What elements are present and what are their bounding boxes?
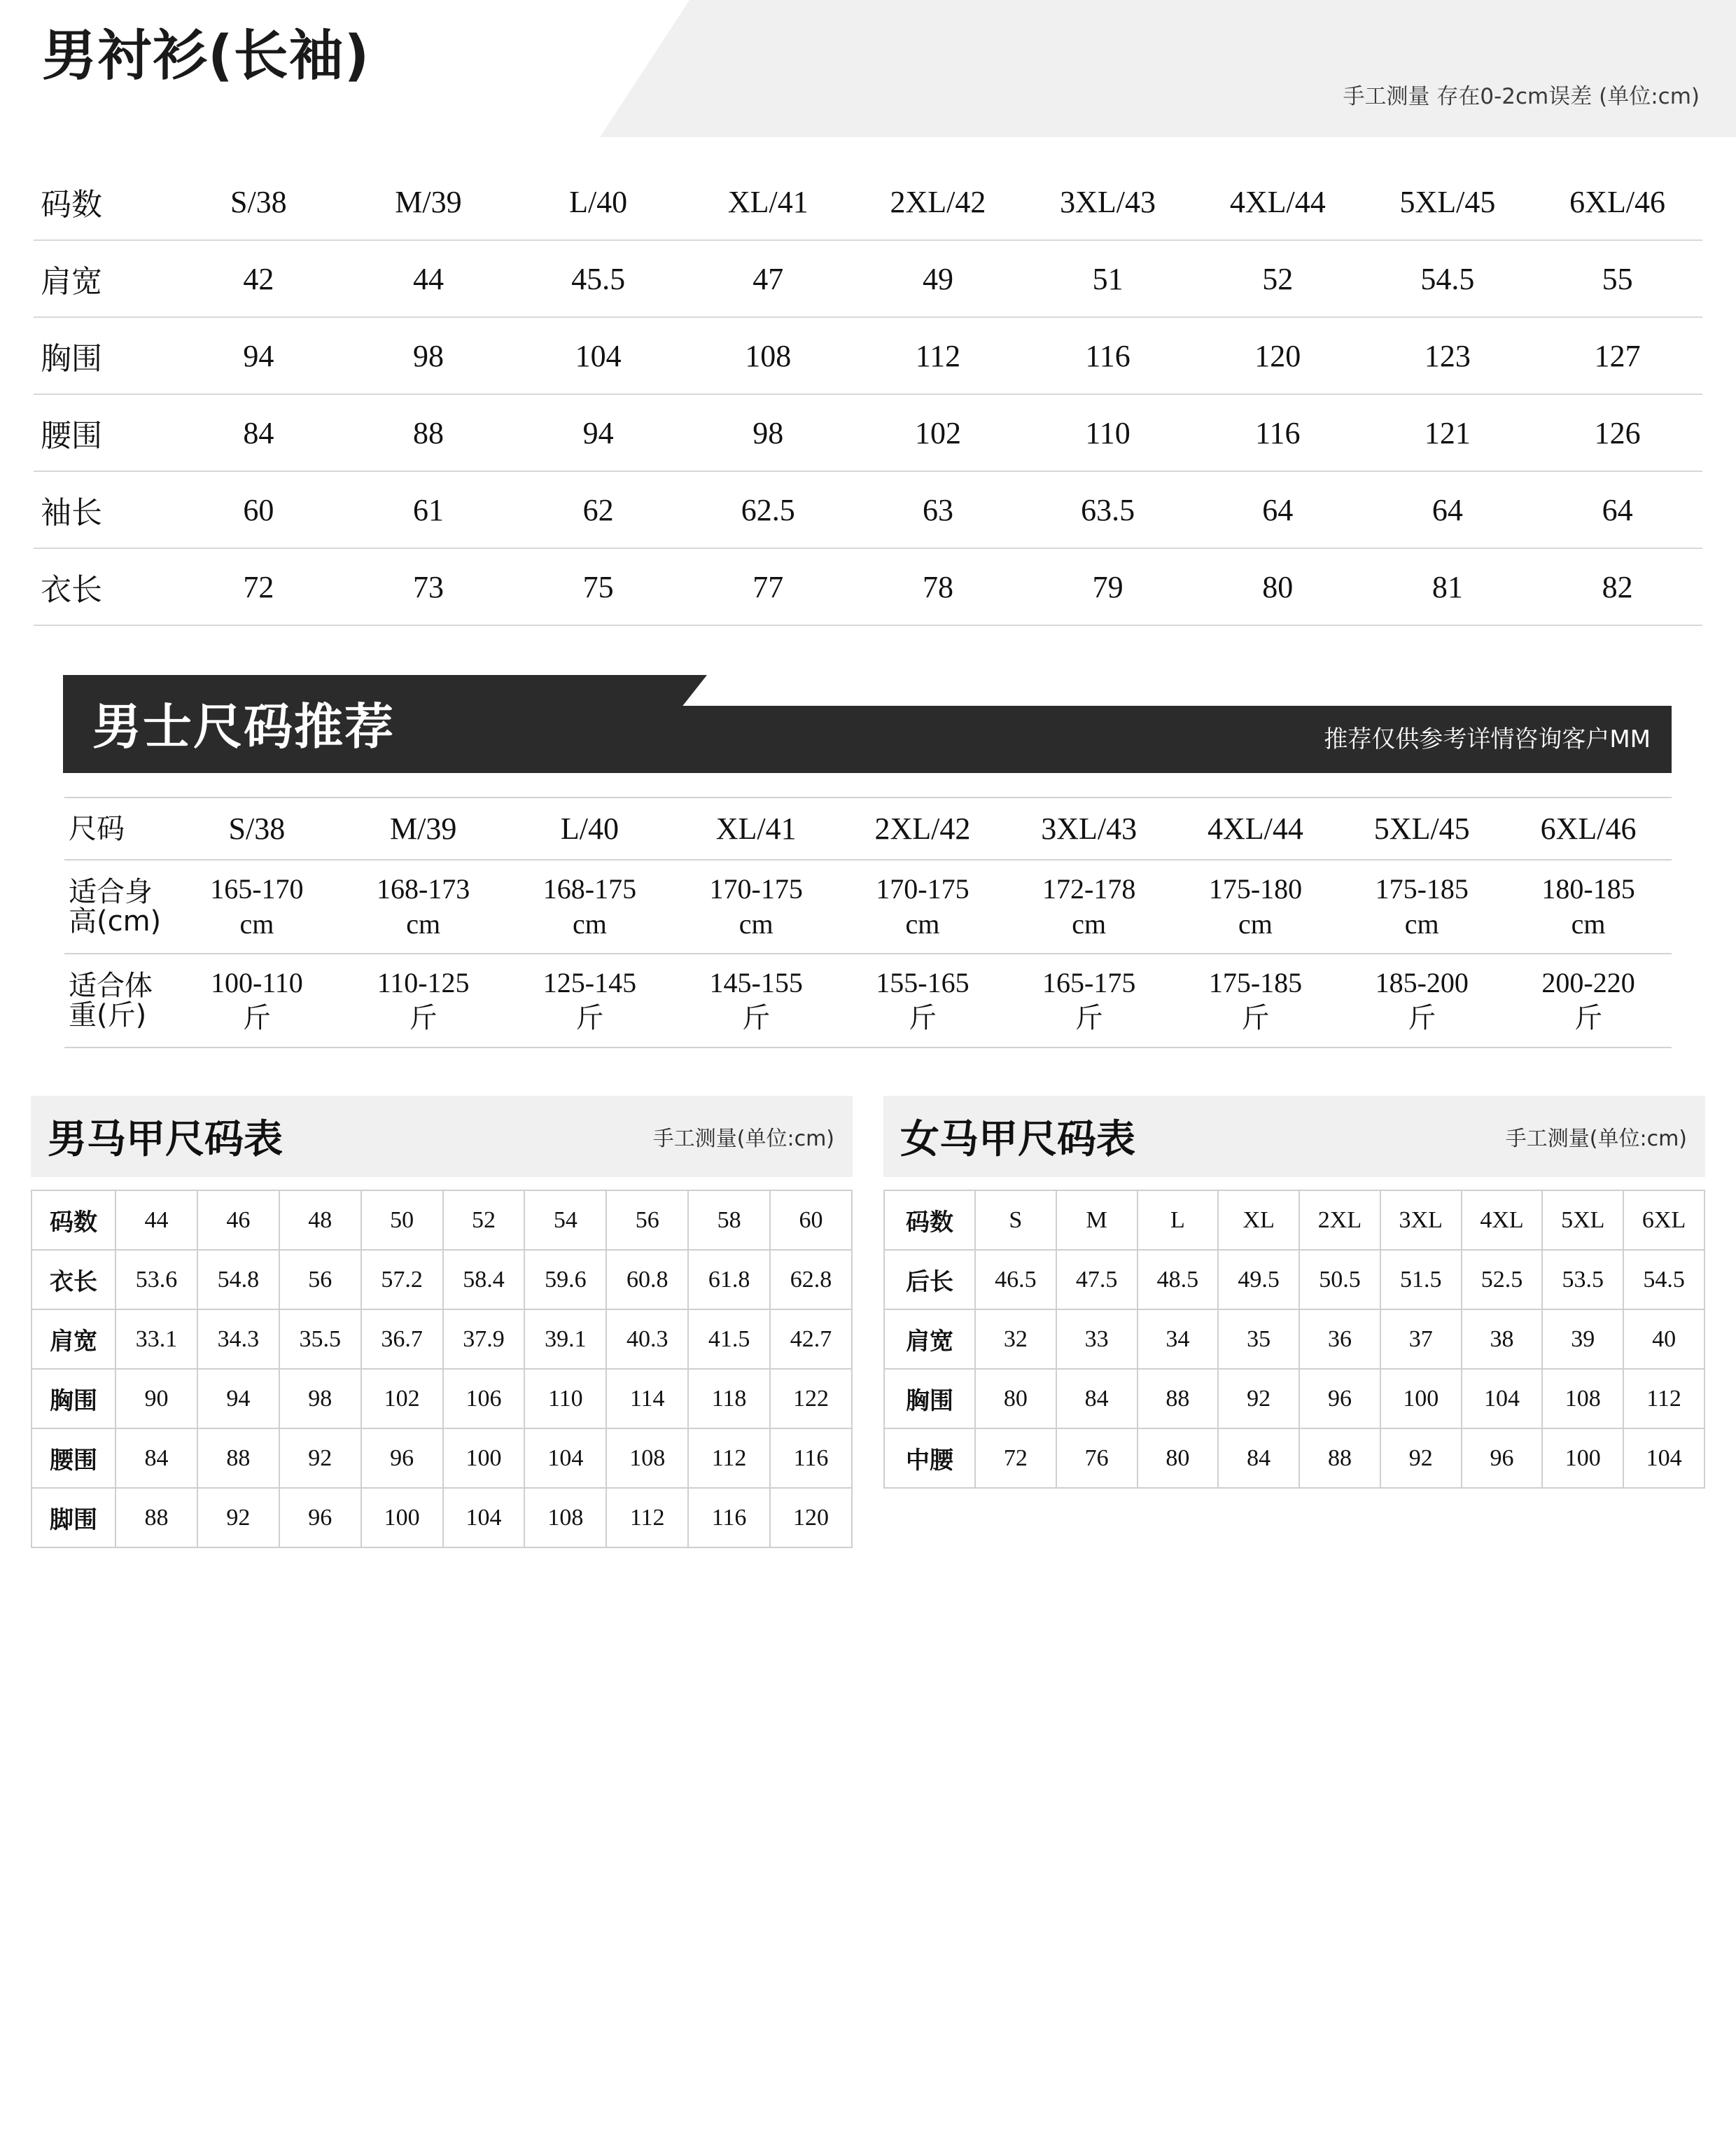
value: 170-175 [876,873,969,905]
cell: 37 [1380,1309,1462,1369]
row-label: 腰围 [31,1428,115,1488]
cell: 40.3 [606,1309,688,1369]
cell: 98 [279,1369,361,1428]
cell [839,860,1006,954]
cell [340,954,507,1047]
col-header-0: 码数 [884,1190,975,1250]
cell: 94 [174,317,344,394]
table-row [34,317,1702,394]
value: 165-170 [210,873,304,905]
table-header-row [34,164,1702,240]
cell: 50.5 [1299,1250,1380,1309]
cell: 79 [1023,548,1193,625]
cell: 123 [1363,317,1533,394]
cell: 72 [975,1428,1056,1488]
cell: 120 [1193,317,1363,394]
table-row [884,1428,1704,1488]
cell: 54.5 [1363,240,1533,317]
cell: 114 [606,1369,688,1428]
cell: 108 [524,1488,606,1547]
row-label: 胸围 [31,1369,115,1428]
cell: 120 [770,1488,852,1547]
col-header-9: 6XL [1623,1190,1704,1250]
col-header-8: 5XL/45 [1338,798,1505,860]
cell: 64 [1532,471,1702,548]
cell: 102 [853,394,1023,471]
cell: 44 [344,240,514,317]
cell: 116 [1193,394,1363,471]
cell: 32 [975,1309,1056,1369]
cell: 116 [688,1488,770,1547]
table-header-row [31,1190,852,1250]
cell: 62.8 [770,1250,852,1309]
cell: 110 [524,1369,606,1428]
value: 172-178 [1042,873,1136,905]
unit: 斤 [575,1002,604,1033]
cell: 80 [1193,548,1363,625]
unit: 斤 [742,1002,771,1033]
cell: 88 [197,1428,279,1488]
women-vest-title: 女马甲尺码表 [900,1117,1135,1162]
cell [1172,860,1339,954]
col-header-7: 56 [606,1190,688,1250]
cell: 58.4 [443,1250,525,1309]
row-label: 胸围 [884,1369,975,1428]
cell: 45.5 [513,240,683,317]
value: 100-110 [210,967,303,998]
shirt-size-table [34,164,1702,626]
cell: 100 [443,1428,525,1488]
cell: 126 [1532,394,1702,471]
col-header-0: 码数 [34,164,174,240]
women-vest-table [883,1190,1705,1489]
unit: 斤 [908,1002,937,1033]
cell: 88 [1138,1369,1219,1428]
row-label: 后长 [884,1250,975,1309]
value: 155-165 [876,967,969,998]
cell: 55 [1532,240,1702,317]
table-header-row [64,798,1672,860]
cell: 90 [115,1369,197,1428]
cell: 92 [1380,1428,1462,1488]
cell: 47.5 [1056,1250,1138,1309]
table-row [884,1250,1704,1309]
value: 175-185 [1375,873,1469,905]
col-header-1: 44 [115,1190,197,1250]
cell: 51 [1023,240,1193,317]
table-row [884,1309,1704,1369]
row-label: 肩宽 [34,240,174,317]
shirt-section-header [0,0,1736,137]
cell: 100 [361,1488,443,1547]
cell [1505,860,1672,954]
cell: 96 [361,1428,443,1488]
cell: 53.5 [1542,1250,1623,1309]
cell: 96 [279,1488,361,1547]
col-header-7: 4XL/44 [1172,798,1339,860]
cell: 100 [1380,1369,1462,1428]
cell: 102 [361,1369,443,1428]
unit: cm [406,908,441,940]
cell: 36 [1299,1309,1380,1369]
col-header-9: 6XL/46 [1532,164,1702,240]
cell: 40 [1623,1309,1704,1369]
cell [507,954,673,1047]
col-header-0: 尺码 [64,798,174,860]
cell: 39 [1542,1309,1623,1369]
col-header-4: XL [1218,1190,1299,1250]
cell: 98 [344,317,514,394]
col-header-4: XL/41 [673,798,839,860]
cell: 106 [443,1369,525,1428]
value: 168-173 [376,873,470,905]
row-label: 衣长 [34,548,174,625]
unit: cm [738,908,774,940]
cell: 62.5 [683,471,853,548]
cell: 63.5 [1023,471,1193,548]
cell: 35.5 [279,1309,361,1369]
cell: 36.7 [361,1309,443,1369]
cell: 76 [1056,1428,1138,1488]
cell: 53.6 [115,1250,197,1309]
row-label: 肩宽 [31,1309,115,1369]
cell: 104 [1623,1428,1704,1488]
cell: 92 [279,1428,361,1488]
cell: 49.5 [1218,1250,1299,1309]
row-label: 中腰 [884,1428,975,1488]
col-header-1: S/38 [174,798,340,860]
col-header-1: S [975,1190,1056,1250]
col-header-3: L [1138,1190,1219,1250]
shirt-section-title: 男衬衫(长袖) [42,25,370,88]
table-row [34,471,1702,548]
unit: cm [1571,908,1606,940]
cell: 112 [1623,1369,1704,1428]
col-header-9: 6XL/46 [1505,798,1672,860]
cell: 82 [1532,548,1702,625]
cell: 60 [174,471,344,548]
unit: 斤 [1074,1002,1103,1033]
recommend-section [0,647,1736,780]
cell: 112 [853,317,1023,394]
cell: 88 [115,1488,197,1547]
cell: 34.3 [197,1309,279,1369]
unit: 斤 [1408,1002,1436,1033]
value: 145-155 [709,967,803,998]
cell: 75 [513,548,683,625]
col-header-2: 46 [197,1190,279,1250]
cell: 88 [1299,1428,1380,1488]
men-vest-header [31,1096,853,1177]
unit: 斤 [1574,1002,1603,1033]
col-header-8: 5XL [1542,1190,1623,1250]
cell [1006,860,1172,954]
men-vest-note: 手工测量(单位:cm) [652,1127,834,1151]
value: 175-180 [1208,873,1303,905]
table-row [884,1369,1704,1428]
table-row [31,1309,852,1369]
women-vest-section [883,1096,1705,1489]
col-header-5: 2XL/42 [839,798,1006,860]
row-label-weight: 适合体重(斤) [64,954,174,1047]
cell: 81 [1363,548,1533,625]
value: 200-220 [1541,967,1635,998]
col-header-8: 5XL/45 [1363,164,1533,240]
table-row-weight [64,954,1672,1047]
cell: 64 [1363,471,1533,548]
table-row [34,240,1702,317]
row-label: 袖长 [34,471,174,548]
cell: 60.8 [606,1250,688,1309]
cell: 88 [344,394,514,471]
cell [1505,954,1672,1047]
cell: 42.7 [770,1309,852,1369]
cell: 61.8 [688,1250,770,1309]
cell: 94 [197,1369,279,1428]
cell: 100 [1542,1428,1623,1488]
cell: 39.1 [524,1309,606,1369]
cell [1172,954,1339,1047]
col-header-7: 4XL/44 [1193,164,1363,240]
cell: 108 [1542,1369,1623,1428]
cell: 47 [683,240,853,317]
col-header-6: 3XL/43 [1006,798,1172,860]
recommend-table [64,797,1672,1048]
cell: 112 [688,1428,770,1488]
cell: 108 [606,1428,688,1488]
unit: cm [1404,908,1439,940]
cell [174,860,340,954]
cell: 57.2 [361,1250,443,1309]
col-header-5: 2XL [1299,1190,1380,1250]
col-header-4: XL/41 [683,164,853,240]
unit: cm [239,908,274,940]
cell: 54.8 [197,1250,279,1309]
unit: cm [905,908,940,940]
cell: 112 [606,1488,688,1547]
col-header-9: 60 [770,1190,852,1250]
cell [673,954,839,1047]
cell [1338,954,1505,1047]
cell: 46.5 [975,1250,1056,1309]
cell: 80 [975,1369,1056,1428]
cell: 34 [1138,1309,1219,1369]
cell: 110 [1023,394,1193,471]
cell: 51.5 [1380,1250,1462,1309]
col-header-7: 4XL [1462,1190,1543,1250]
col-header-0: 码数 [31,1190,115,1250]
cell: 33 [1056,1309,1138,1369]
cell: 78 [853,548,1023,625]
recommend-note: 推荐仅供参考详情咨询客户MM [1324,725,1651,753]
cell: 72 [174,548,344,625]
col-header-2: M/39 [340,798,507,860]
cell: 56 [279,1250,361,1309]
table-row [31,1488,852,1547]
recommend-table-wrap [0,780,1736,1062]
col-header-3: L/40 [507,798,673,860]
cell: 118 [688,1369,770,1428]
col-header-3: L/40 [513,164,683,240]
row-label: 脚围 [31,1488,115,1547]
row-label: 腰围 [34,394,174,471]
cell: 33.1 [115,1309,197,1369]
unit: cm [1072,908,1107,940]
cell: 62 [513,471,683,548]
col-header-4: 50 [361,1190,443,1250]
cell: 92 [197,1488,279,1547]
cell [1006,954,1172,1047]
cell: 96 [1299,1369,1380,1428]
col-header-2: M [1056,1190,1138,1250]
value: 180-185 [1541,873,1635,905]
cell: 61 [344,471,514,548]
unit: cm [1238,908,1273,940]
table-row [34,394,1702,471]
table-row [31,1428,852,1488]
value: 125-145 [542,967,637,998]
cell: 41.5 [688,1309,770,1369]
cell: 104 [1462,1369,1543,1428]
cell: 98 [683,394,853,471]
col-header-1: S/38 [174,164,344,240]
col-header-5: 52 [443,1190,525,1250]
unit: 斤 [1241,1002,1270,1033]
cell: 37.9 [443,1309,525,1369]
cell: 80 [1138,1428,1219,1488]
men-vest-table [31,1190,853,1548]
cell: 64 [1193,471,1363,548]
unit: 斤 [409,1002,438,1033]
cell [839,954,1006,1047]
cell: 127 [1532,317,1702,394]
col-header-6: 54 [524,1190,606,1250]
cell [507,860,673,954]
value: 185-200 [1375,967,1469,998]
table-row [31,1369,852,1428]
cell: 104 [513,317,683,394]
cell [174,954,340,1047]
cell: 104 [524,1428,606,1488]
shirt-section-note: 手工测量 存在0-2cm误差 (单位:cm) [1343,84,1700,109]
cell: 122 [770,1369,852,1428]
cell: 116 [770,1428,852,1488]
cell: 52.5 [1462,1250,1543,1309]
col-header-5: 2XL/42 [853,164,1023,240]
cell: 42 [174,240,344,317]
value: 175-185 [1208,967,1303,998]
cell [1338,860,1505,954]
cell: 84 [1056,1369,1138,1428]
recommend-title: 男士尺码推荐 [92,698,395,756]
col-header-6: 3XL [1380,1190,1462,1250]
cell: 108 [683,317,853,394]
cell: 84 [1218,1428,1299,1488]
value: 168-175 [542,873,637,905]
cell: 63 [853,471,1023,548]
row-label: 胸围 [34,317,174,394]
cell: 77 [683,548,853,625]
women-vest-note: 手工测量(单位:cm) [1505,1127,1687,1151]
cell: 35 [1218,1309,1299,1369]
recommend-banner [63,675,1672,773]
table-row [34,548,1702,625]
shirt-size-table-wrap [0,137,1736,647]
col-header-2: M/39 [344,164,514,240]
cell: 92 [1218,1369,1299,1428]
cell: 73 [344,548,514,625]
men-vest-title: 男马甲尺码表 [48,1117,283,1162]
row-label-height: 适合身高(cm) [64,860,174,954]
cell: 84 [174,394,344,471]
cell: 48.5 [1138,1250,1219,1309]
value: 110-125 [377,967,470,998]
value: 165-175 [1042,967,1136,998]
cell: 38 [1462,1309,1543,1369]
men-vest-section [31,1096,853,1548]
vest-tables-row [0,1062,1736,1576]
value: 170-175 [709,873,803,905]
row-label: 衣长 [31,1250,115,1309]
cell: 59.6 [524,1250,606,1309]
row-label: 肩宽 [884,1309,975,1369]
table-row [31,1250,852,1309]
col-header-3: 48 [279,1190,361,1250]
cell: 54.5 [1623,1250,1704,1309]
unit: 斤 [242,1002,271,1033]
cell: 104 [443,1488,525,1547]
women-vest-header [883,1096,1705,1177]
cell: 52 [1193,240,1363,317]
table-row-height [64,860,1672,954]
unit: cm [572,908,607,940]
cell: 49 [853,240,1023,317]
cell [673,860,839,954]
cell: 94 [513,394,683,471]
col-header-6: 3XL/43 [1023,164,1193,240]
cell: 96 [1462,1428,1543,1488]
cell: 121 [1363,394,1533,471]
cell: 116 [1023,317,1193,394]
cell: 84 [115,1428,197,1488]
cell [340,860,507,954]
col-header-8: 58 [688,1190,770,1250]
table-header-row [884,1190,1704,1250]
